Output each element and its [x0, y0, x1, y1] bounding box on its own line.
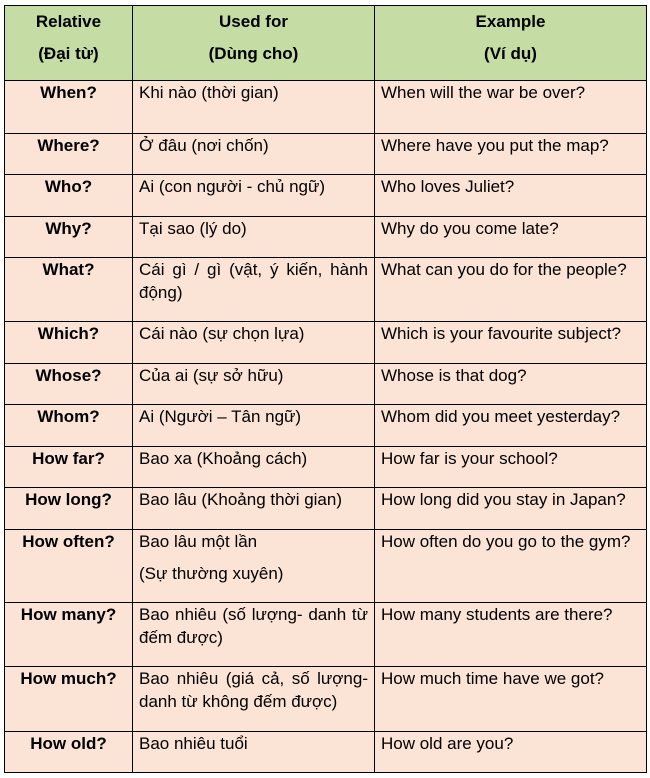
usage-cell: Của ai (sự sở hữu)	[133, 364, 375, 405]
example-cell: Whom did you meet yesterday?	[375, 405, 647, 447]
table-row	[5, 175, 647, 217]
question-word: How long?	[5, 488, 133, 530]
usage-cell: Khi nào (thời gian)	[133, 81, 375, 134]
question-word: Whose?	[5, 364, 133, 405]
question-word: Why?	[5, 217, 133, 258]
question-word: Where?	[5, 134, 133, 175]
table-row	[5, 530, 647, 603]
example-cell: How old are you?	[375, 732, 647, 773]
table-row	[5, 732, 647, 773]
usage-cell: Bao nhiêu (số lượng- danh từ đếm được)	[133, 603, 375, 667]
usage-cell: Cái nào (sự chọn lựa)	[133, 322, 375, 364]
table-row	[5, 134, 647, 175]
example-cell: Where have you put the map?	[375, 134, 647, 175]
table-row	[5, 364, 647, 405]
usage-cell	[133, 530, 375, 603]
question-word: Who?	[5, 175, 133, 217]
question-word: When?	[5, 81, 133, 134]
question-word: Whom?	[5, 405, 133, 447]
table-row	[5, 488, 647, 530]
usage-cell: Bao xa (Khoảng cách)	[133, 447, 375, 488]
header-used-for: Used for (Dùng cho)	[133, 6, 375, 81]
table-row	[5, 667, 647, 732]
usage-cell: Bao nhiêu (giá cả, số lượng- danh từ không đếm được)	[133, 667, 375, 732]
question-word: How often?	[5, 530, 133, 603]
example-cell: What can you do for the people?	[375, 258, 647, 322]
usage-cell: Tại sao (lý do)	[133, 217, 375, 258]
example-cell: Who loves Juliet?	[375, 175, 647, 217]
example-cell: Which is your favourite subject?	[375, 322, 647, 364]
table-row	[5, 447, 647, 488]
question-word: Which?	[5, 322, 133, 364]
usage-cell: Ở đâu (nơi chốn)	[133, 134, 375, 175]
question-word: What?	[5, 258, 133, 322]
question-word: How old?	[5, 732, 133, 773]
header-row	[5, 6, 647, 81]
usage-line-1: Bao lâu một lần	[139, 532, 258, 551]
question-word: How many?	[5, 603, 133, 667]
header-relative: Relative (Đại từ)	[5, 6, 133, 81]
example-cell: How many students are there?	[375, 603, 647, 667]
example-cell: How often do you go to the gym?	[375, 530, 647, 603]
question-words-table	[4, 5, 647, 773]
table-row	[5, 217, 647, 258]
table-row	[5, 258, 647, 322]
table-row	[5, 603, 647, 667]
example-cell: How much time have we got?	[375, 667, 647, 732]
example-cell: How far is your school?	[375, 447, 647, 488]
header-example: Example (Ví dụ)	[375, 6, 647, 81]
example-cell: How long did you stay in Japan?	[375, 488, 647, 530]
question-word: How far?	[5, 447, 133, 488]
usage-cell: Ai (con người - chủ ngữ)	[133, 175, 375, 217]
question-word: How much?	[5, 667, 133, 732]
table-row	[5, 405, 647, 447]
table-row	[5, 322, 647, 364]
table-row	[5, 81, 647, 134]
usage-cell: Bao nhiêu tuổi	[133, 732, 375, 773]
usage-cell: Ai (Người – Tân ngữ)	[133, 405, 375, 447]
usage-cell: Cái gì / gì (vật, ý kiến, hành động)	[133, 258, 375, 322]
usage-cell: Bao lâu (Khoảng thời gian)	[133, 488, 375, 530]
usage-line-2: (Sự thường xuyên)	[139, 564, 284, 583]
example-cell: Whose is that dog?	[375, 364, 647, 405]
example-cell: Why do you come late?	[375, 217, 647, 258]
example-cell: When will the war be over?	[375, 81, 647, 134]
